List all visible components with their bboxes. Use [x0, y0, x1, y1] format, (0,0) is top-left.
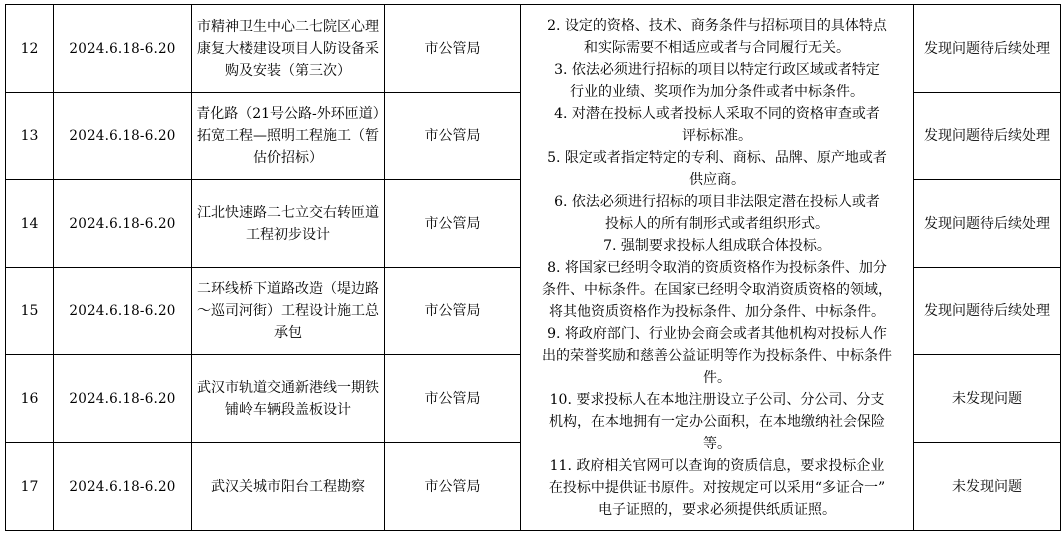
- criteria-line: 将其他资质资格作为投标条件、加分条件、中标条件。: [549, 303, 885, 320]
- criteria-line: 条件、中标条件。在国家已经明令取消资质资格的领域，: [542, 281, 892, 298]
- criteria-line: 和实际需要不相适应或者与合同履行无关。: [584, 39, 850, 56]
- result-status: 未发现问题: [914, 443, 1061, 531]
- criteria-line: 投标人的所有制形式或者组织形式。: [605, 215, 829, 232]
- project-name: 武汉关城市阳台工程勘察: [192, 443, 385, 531]
- department: 市公管局: [385, 180, 521, 268]
- project-name: 武汉市轨道交通新港线一期铁铺岭车辆段盖板设计: [192, 355, 385, 443]
- row-number: 16: [6, 355, 54, 443]
- criteria-line: 件。: [703, 369, 731, 386]
- inspection-date: 2024.6.18-6.20: [54, 355, 192, 443]
- criteria-line: 6. 依法必须进行招标的项目非法限定潜在投标人或者: [554, 193, 880, 210]
- criteria-line: 出的荣誉奖励和慈善公益证明等作为投标条件、中标条件: [542, 347, 892, 364]
- criteria-line: 等。: [703, 435, 731, 452]
- project-name: 二环线桥下道路改造（堤边路～巡司河街）工程设计施工总承包: [192, 268, 385, 355]
- inspection-table: [5, 4, 1061, 531]
- result-status: 发现问题待后续处理: [914, 93, 1061, 180]
- criteria-line: 8. 将国家已经明令取消的资质资格作为投标条件、加分: [547, 259, 887, 276]
- criteria-line: 评标标准。: [682, 127, 752, 144]
- row-number: 14: [6, 180, 54, 268]
- criteria-line: 在投标中提供证书原件。对按规定可以采用“多证合一”: [548, 479, 886, 496]
- result-status: 未发现问题: [914, 355, 1061, 443]
- criteria-line: 5. 限定或者指定特定的专利、商标、品牌、原产地或者: [547, 149, 887, 166]
- inspection-date: 2024.6.18-6.20: [54, 93, 192, 180]
- department: 市公管局: [385, 93, 521, 180]
- criteria-line: 3. 依法必须进行招标的项目以特定行政区域或者特定: [554, 61, 880, 78]
- row-number: 15: [6, 268, 54, 355]
- criteria-line: 行业的业绩、奖项作为加分条件或者中标条件。: [570, 83, 864, 100]
- inspection-date: 2024.6.18-6.20: [54, 268, 192, 355]
- result-status: 发现问题待后续处理: [914, 268, 1061, 355]
- criteria-line: 机构，在本地拥有一定办公面积，在本地缴纳社会保险: [549, 413, 885, 430]
- criteria-line: 2. 设定的资格、技术、商务条件与招标项目的具体特点: [547, 17, 887, 34]
- result-status: 发现问题待后续处理: [914, 5, 1061, 93]
- department: 市公管局: [385, 443, 521, 531]
- row-number: 17: [6, 443, 54, 531]
- department: 市公管局: [385, 5, 521, 93]
- department: 市公管局: [385, 268, 521, 355]
- criteria-line: 供应商。: [689, 171, 745, 188]
- inspection-date: 2024.6.18-6.20: [54, 180, 192, 268]
- project-name: 江北快速路二七立交右转匝道工程初步设计: [192, 180, 385, 268]
- row-number: 13: [6, 93, 54, 180]
- criteria-cell: [521, 5, 914, 531]
- row-number: 12: [6, 5, 54, 93]
- project-name: 市精神卫生中心二七院区心理康复大楼建设项目人防设备采购及安装（第三次）: [192, 5, 385, 93]
- criteria-line: 9. 将政府部门、行业协会商会或者其他机构对投标人作: [547, 325, 887, 342]
- criteria-line: 7. 强制要求投标人组成联合体投标。: [603, 237, 831, 254]
- inspection-date: 2024.6.18-6.20: [54, 443, 192, 531]
- inspection-date: 2024.6.18-6.20: [54, 5, 192, 93]
- project-name: 青化路（21号公路-外环匝道）拓宽工程—照明工程施工（暂估价招标）: [192, 93, 385, 180]
- criteria-line: 4. 对潜在投标人或者投标人采取不同的资格审查或者: [554, 105, 880, 122]
- criteria-line: 电子证照的，要求必须提供纸质证照。: [598, 501, 836, 518]
- criteria-line: 11. 政府相关官网可以查询的资质信息，要求投标企业: [549, 457, 885, 474]
- table-row: [6, 5, 1061, 93]
- result-status: 发现问题待后续处理: [914, 180, 1061, 268]
- criteria-line: 10. 要求投标人在本地注册设立子公司、分公司、分支: [549, 391, 885, 408]
- department: 市公管局: [385, 355, 521, 443]
